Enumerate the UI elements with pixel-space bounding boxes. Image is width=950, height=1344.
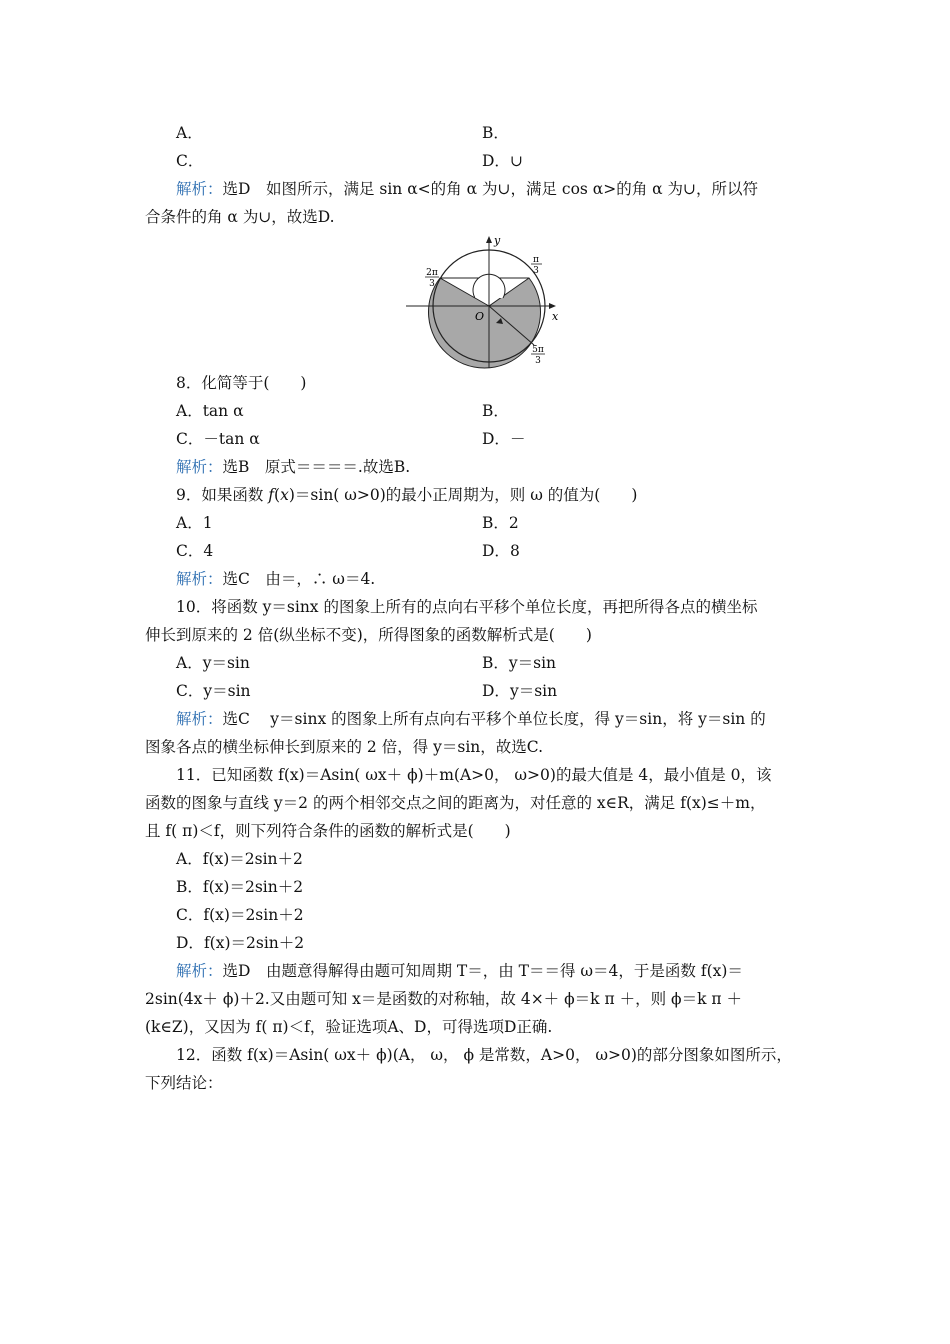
analysis-label: 解析： [176, 180, 223, 198]
q11-option-d: D．f(x)＝2sin＋2 [176, 934, 305, 952]
x-axis-arrow [549, 303, 556, 309]
fivepi3-den: 3 [535, 356, 541, 366]
fivepi3-num: 5π [532, 345, 544, 355]
q11-stem-line1: 11．已知函数 f(x)＝Asin( ωx＋ ϕ)＋m(A>0， ω>0)的最大值是 4，最小值是 0，该 [176, 766, 772, 784]
q11-option-a: A．f(x)＝2sin＋2 [176, 850, 303, 868]
y-axis-arrow [486, 236, 492, 243]
q10-option-a: A．y＝sin [176, 654, 250, 672]
pi3-num: π [533, 255, 539, 265]
q8-analysis: 解析：选B 原式＝＝＝＝.故选B. [176, 458, 411, 476]
q8-option-a: A．tan α [176, 402, 244, 420]
q7-option-c: C． [176, 152, 204, 170]
q8-option-c: C．－tan α [176, 430, 260, 448]
q9-option-c: C．4 [176, 542, 214, 560]
q7-option-a: A． [176, 124, 203, 142]
q10-stem-line2: 伸长到原来的 2 倍(纵坐标不变)，所得图象的函数解析式是( ) [145, 626, 592, 644]
twopi3-num: 2π [426, 268, 438, 278]
q8-option-b: B． [482, 402, 509, 420]
q7-analysis-line1: 解析：选D 如图所示，满足 sin α<的角 α 为∪，满足 cos α>的角 α 为∪，所以符 [176, 180, 759, 198]
q9-option-b: B．2 [482, 514, 519, 532]
q10-option-b: B．y＝sin [482, 654, 557, 672]
unit-circle-figure [404, 228, 574, 370]
analysis-label: 解析： [176, 570, 223, 588]
q11-analysis-line1: 解析：选D 由题意得解得由题可知周期 T＝，由 T＝＝得 ω＝4，于是函数 f(x)＝ [176, 962, 743, 980]
pi3-den: 3 [533, 266, 539, 276]
q7-analysis-line2: 合条件的角 α 为∪，故选D. [145, 208, 335, 226]
origin-label: O [475, 310, 485, 323]
q9-stem: 9．如果函数 f(x)＝sin( ω>0)的最小正周期为，则 ω 的值为( ) [176, 486, 638, 504]
analysis-label: 解析： [176, 962, 223, 980]
q11-analysis-line3: (k∈Z)，又因为 f( π)＜f，验证选项A、D，可得选项D正确. [145, 1018, 553, 1036]
q12-stem-line2: 下列结论： [145, 1074, 223, 1092]
x-label: x [552, 310, 559, 323]
analysis-label: 解析： [176, 710, 223, 728]
q12-stem-line1: 12．函数 f(x)＝Asin( ωx＋ ϕ)(A， ω， ϕ 是常数，A>0， ω>0)的部分图象如图所示， [176, 1046, 792, 1064]
q11-option-b: B．f(x)＝2sin＋2 [176, 878, 304, 896]
q10-option-d: D．y＝sin [482, 682, 558, 700]
q8-option-d: D．－ [482, 430, 526, 448]
y-label: y [494, 234, 501, 247]
q10-analysis-line2: 图象各点的横坐标伸长到原来的 2 倍，得 y＝sin，故选C. [145, 738, 544, 756]
q11-stem-line2: 函数的图象与直线 y＝2 的两个相邻交点之间的距离为，对任意的 x∈R，满足 f(x)≤＋m， [145, 794, 766, 812]
q11-option-c: C．f(x)＝2sin＋2 [176, 906, 304, 924]
q11-analysis-line2: 2sin(4x＋ ϕ)＋2.又由题可知 x＝是函数的对称轴，故 4×＋ ϕ＝k π ＋，则 ϕ＝k π ＋ [145, 990, 743, 1008]
q7-option-b: B． [482, 124, 509, 142]
q11-stem-line3: 且 f( π)＜f，则下列符合条件的函数的解析式是( ) [145, 822, 511, 840]
q9-option-a: A．1 [176, 514, 213, 532]
q10-stem-line1: 10．将函数 y＝sinx 的图象上所有的点向右平移个单位长度，再把所得各点的横坐标 [176, 598, 758, 616]
analysis-label: 解析： [176, 458, 223, 476]
q9-option-d: D．8 [482, 542, 520, 560]
q7-option-d: D．∪ [482, 152, 523, 170]
q8-stem: 8．化简等于( ) [176, 374, 307, 392]
q10-analysis-line1: 解析：选C y＝sinx 的图象上所有点向右平移个单位长度，得 y＝sin，将 y＝sin 的 [176, 710, 766, 728]
q10-option-c: C．y＝sin [176, 682, 251, 700]
twopi3-den: 3 [429, 279, 435, 289]
q9-analysis: 解析：选C 由＝，∴ ω＝4. [176, 570, 376, 588]
